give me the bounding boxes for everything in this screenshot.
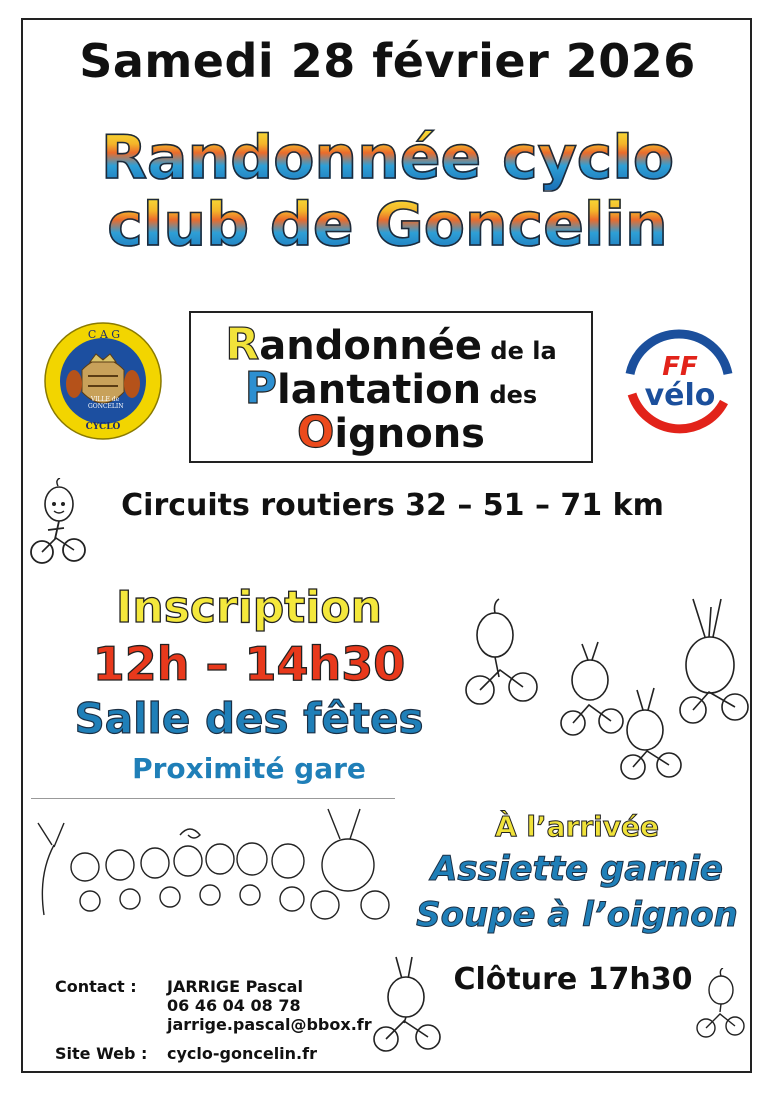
arrival-item-1: Assiette garnie bbox=[431, 849, 723, 889]
inscription-place: Salle des fêtes bbox=[74, 694, 424, 743]
website-label: Site Web : bbox=[55, 1044, 148, 1063]
cag-logo-top-text: C A G bbox=[87, 328, 121, 341]
contact-label: Contact : bbox=[55, 977, 137, 996]
onion-cyclist-illustration-2 bbox=[372, 955, 444, 1055]
arrival-item-2: Soupe à l’oignon bbox=[416, 895, 738, 935]
website-link[interactable]: cyclo-goncelin.fr bbox=[167, 1044, 317, 1063]
event-word-oignons: ignons bbox=[334, 411, 485, 457]
event-cap-r: R bbox=[225, 319, 260, 370]
inscription-note: Proximité gare bbox=[132, 752, 366, 785]
arrival-label: À l’arrivée bbox=[495, 810, 659, 843]
cag-logo-bottom-text: CYCLO bbox=[85, 422, 121, 432]
section-divider bbox=[31, 798, 395, 799]
event-word-plantation: lantation bbox=[277, 367, 482, 413]
event-date: Samedi 28 février 2026 bbox=[79, 34, 696, 88]
onion-cyclist-illustration-3 bbox=[695, 968, 747, 1044]
event-line-3 bbox=[191, 407, 591, 458]
event-tail-des: des bbox=[481, 381, 538, 409]
event-name-box bbox=[189, 311, 593, 463]
cag-logo-middle-text: VILLE de GONCELIN bbox=[88, 396, 124, 410]
title-line-2: club de Goncelin bbox=[0, 193, 775, 257]
title-line-1: Randonnée cyclo bbox=[0, 126, 775, 190]
inscription-hours: 12h – 14h30 bbox=[92, 637, 406, 691]
event-tail-de-la: de la bbox=[482, 337, 557, 365]
onion-cyclists-group-illustration bbox=[455, 595, 750, 785]
event-word-randonnee: andonnée bbox=[259, 323, 483, 369]
inscription-label: Inscription bbox=[116, 582, 382, 633]
contact-phone: 06 46 04 08 78 bbox=[167, 996, 301, 1015]
circuits-text: Circuits routiers 32 – 51 – 71 km bbox=[121, 488, 664, 523]
contact-email-link[interactable]: jarrige.pascal@bbox.fr bbox=[167, 1015, 372, 1034]
ff-velo-line1: FF bbox=[662, 352, 698, 382]
contact-name: JARRIGE Pascal bbox=[167, 977, 303, 996]
event-cap-p: P bbox=[244, 363, 278, 414]
onion-parade-illustration bbox=[30, 805, 392, 925]
closing-time: Clôture 17h30 bbox=[453, 962, 693, 997]
event-cap-o: O bbox=[297, 407, 335, 458]
ff-velo-line2: vélo bbox=[644, 378, 716, 413]
